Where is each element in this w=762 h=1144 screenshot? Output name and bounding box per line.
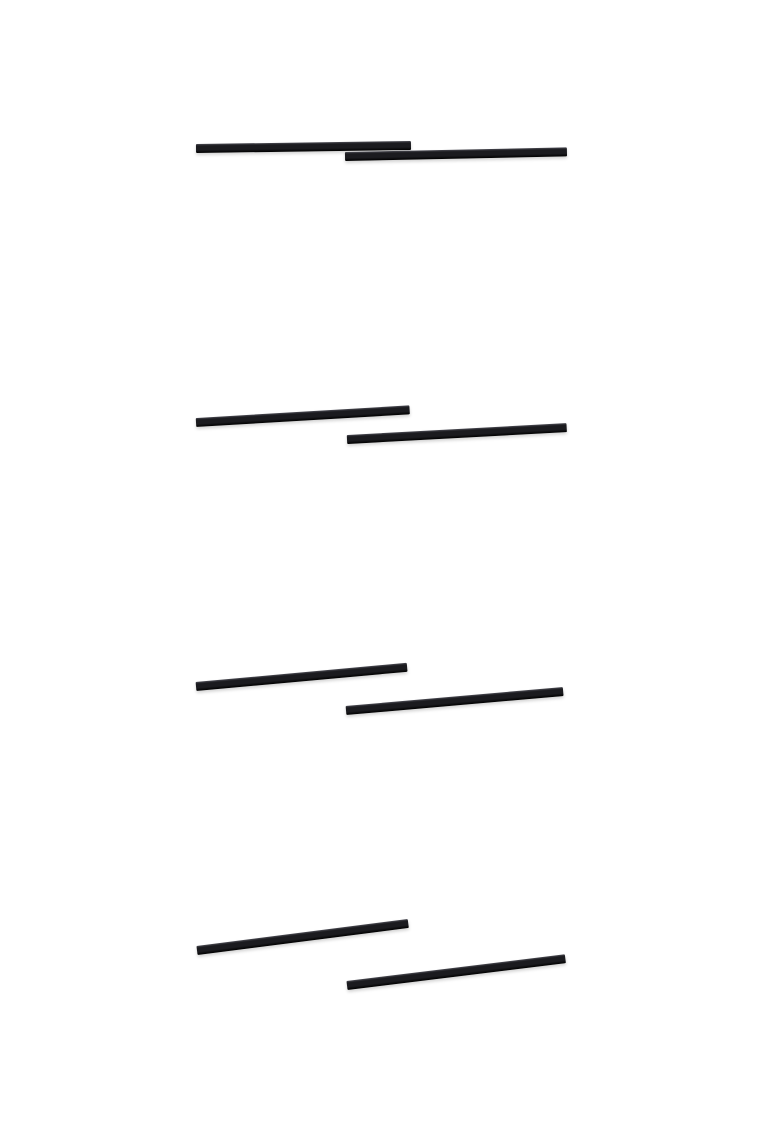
- bar-4b-body: [346, 954, 565, 990]
- bar-4a-body: [196, 919, 408, 955]
- bar-4b: [346, 954, 565, 990]
- bar-4a: [196, 919, 408, 955]
